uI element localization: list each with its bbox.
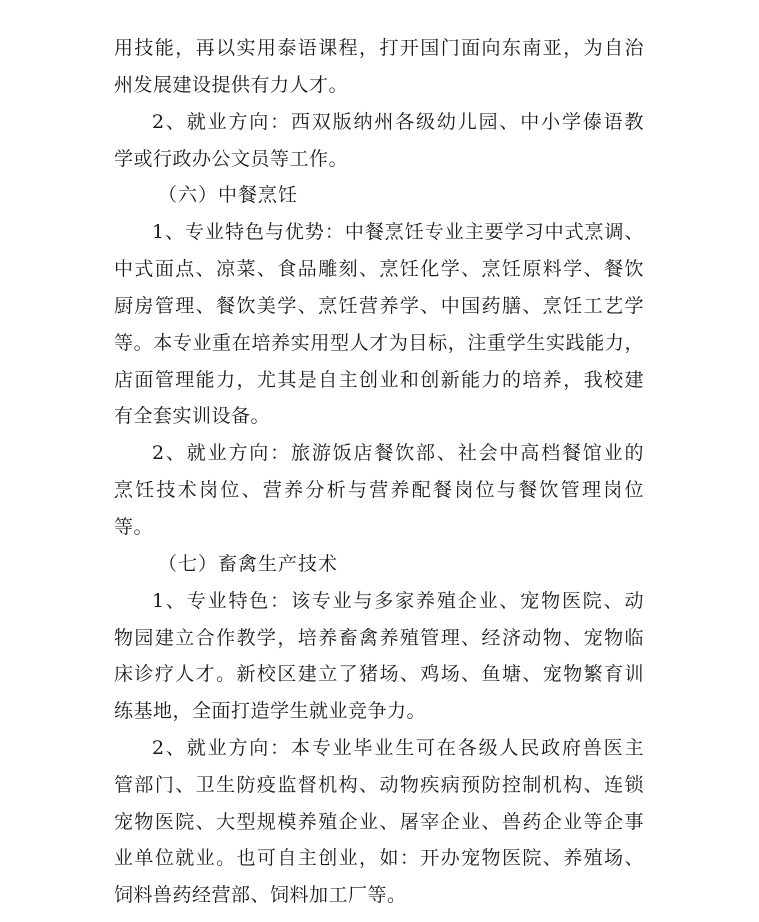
paragraph-line: 有全套实训设备。 bbox=[114, 405, 271, 427]
paragraph-line: 2、就业方向：西双版纳州各级幼儿园、中小学傣语教 bbox=[152, 111, 644, 133]
paragraph-line: 床诊疗人才。新校区建立了猪场、鸡场、鱼塘、宠物繁育训 bbox=[114, 663, 644, 685]
paragraph-line: 州发展建设提供有力人才。 bbox=[114, 74, 349, 96]
section-heading: （六）中餐烹饪 bbox=[158, 184, 299, 206]
paragraph-line: 厨房管理、餐饮美学、烹饪营养学、中国药膳、烹饪工艺学 bbox=[114, 295, 644, 317]
paragraph-line: 管部门、卫生防疫监督机构、动物疾病预防控制机构、连锁 bbox=[114, 774, 644, 796]
paragraph-line: 中式面点、凉菜、食品雕刻、烹饪化学、烹饪原料学、餐饮 bbox=[114, 258, 644, 280]
paragraph-line: 等。 bbox=[114, 516, 154, 538]
paragraph-line: 用技能，再以实用泰语课程，打开国门面向东南亚，为自治 bbox=[114, 37, 644, 59]
paragraph-line: 等。本专业重在培养实用型人才为目标，注重学生实践能力， bbox=[114, 332, 644, 354]
paragraph-line: 1、专业特色与优势：中餐烹饪专业主要学习中式烹调、 bbox=[152, 221, 644, 243]
section-heading: （七）畜禽生产技术 bbox=[158, 553, 339, 575]
paragraph-line: 烹饪技术岗位、营养分析与营养配餐岗位与餐饮管理岗位 bbox=[114, 479, 644, 501]
paragraph-line: 店面管理能力，尤其是自主创业和创新能力的培养，我校建 bbox=[114, 369, 644, 391]
paragraph-line: 2、就业方向：本专业毕业生可在各级人民政府兽医主 bbox=[152, 737, 644, 759]
paragraph-line: 练基地，全面打造学生就业竞争力。 bbox=[114, 700, 427, 722]
paragraph-line: 业单位就业。也可自主创业，如：开办宠物医院、养殖场、 bbox=[114, 847, 644, 869]
paragraph-line: 学或行政办公文员等工作。 bbox=[114, 148, 349, 170]
paragraph-line: 1、专业特色：该专业与多家养殖企业、宠物医院、动 bbox=[152, 590, 644, 612]
paragraph-line: 饲料兽药经营部、饲料加工厂等。 bbox=[114, 884, 407, 906]
paragraph-line: 2、就业方向：旅游饭店餐饮部、社会中高档餐馆业的 bbox=[152, 442, 644, 464]
paragraph-line: 宠物医院、大型规模养殖企业、屠宰企业、兽药企业等企事 bbox=[114, 811, 644, 833]
paragraph-line: 物园建立合作教学，培养畜禽养殖管理、经济动物、宠物临 bbox=[114, 627, 644, 649]
